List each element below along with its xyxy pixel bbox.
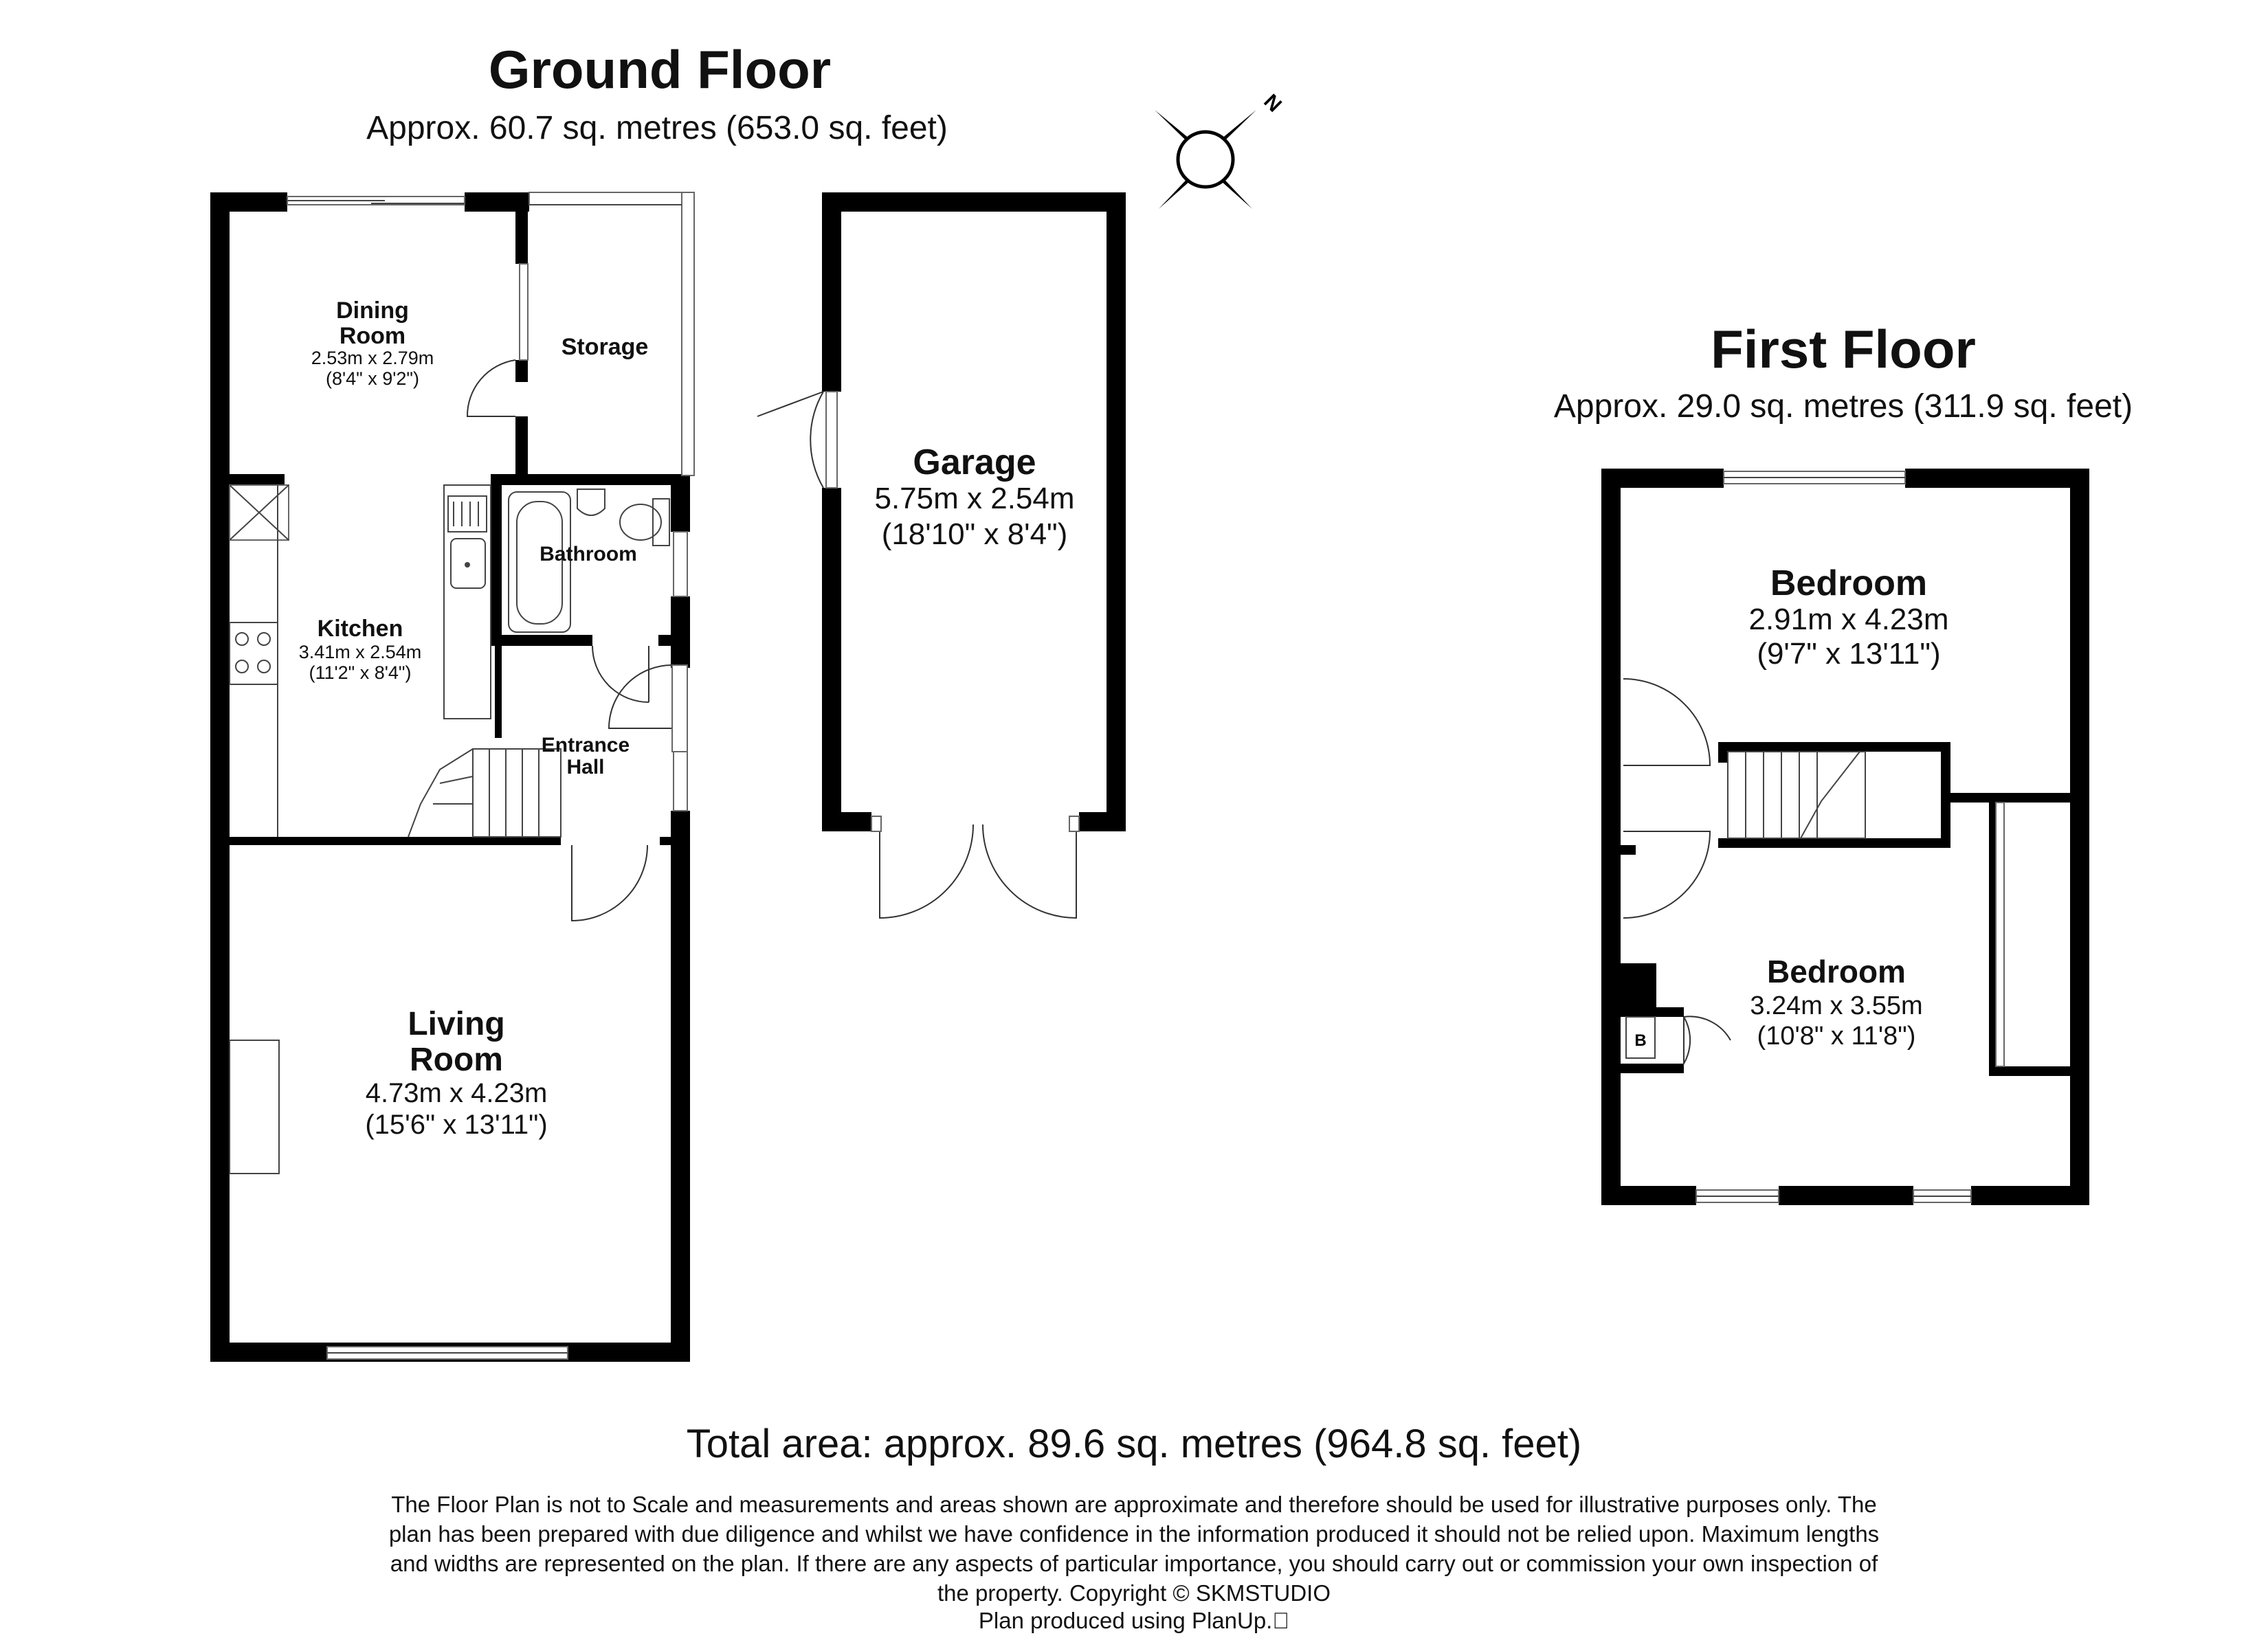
- first-floor-stairs: [1728, 752, 1865, 838]
- room-size: 3.24m x 3.55m: [1750, 991, 1923, 1020]
- disclaimer: The Floor Plan is not to Scale and measurements and areas shown are approximate and therefore should be used for illustrative purposes only. The plan has been prepared with due diligence and whilst we have confidence in the information produced it should not be relied upon. Maximum lengths and widths are represented on the plan. If there are any aspects of particular importance, you should carry out or commission your own inspection of the property. Copyright © SKMSTUDIO: [388, 1492, 1880, 1606]
- boiler-label: B: [1634, 1031, 1647, 1050]
- living-room-label: [365, 1006, 547, 1140]
- first-floor-title: First Floor: [1711, 319, 1976, 379]
- room-size: 5.75m x 2.54m: [874, 482, 1075, 515]
- compass-north-label: N: [1259, 90, 1286, 117]
- ground-floor-area: Approx. 60.7 sq. metres (653.0 sq. feet): [366, 110, 948, 146]
- plan-credit: Plan produced using PlanUp.⃞: [978, 1608, 1290, 1633]
- room-size-imperial: (11'2" x 8'4"): [309, 662, 412, 683]
- fireplace: [230, 1040, 279, 1174]
- first-floor-area: Approx. 29.0 sq. metres (311.9 sq. feet): [1553, 388, 2133, 425]
- total-area: Total area: approx. 89.6 sq. metres (964.8 sq. feet): [686, 1422, 1582, 1466]
- room-name: Hall: [566, 756, 605, 778]
- ground-floor-title: Ground Floor: [488, 39, 832, 100]
- room-name: Living: [408, 1006, 505, 1042]
- storage-label: Storage: [561, 334, 649, 360]
- room-name: Bedroom: [1767, 954, 1906, 989]
- room-name: Entrance: [541, 734, 630, 756]
- room-name: Garage: [913, 442, 1036, 482]
- room-name: Kitchen: [317, 616, 403, 642]
- room-name: Room: [410, 1042, 503, 1078]
- room-name: Room: [339, 323, 406, 349]
- ground-floor-stairs: [408, 749, 561, 837]
- ground-floor-walls: [210, 192, 690, 1362]
- room-name: Dining: [336, 298, 409, 324]
- dining-room-label: [311, 298, 434, 389]
- room-size-imperial: (8'4" x 9'2"): [325, 368, 420, 389]
- garage-label: [874, 442, 1074, 551]
- compass-icon: [1155, 90, 1286, 209]
- bedroom-1-label: [1748, 563, 1948, 671]
- bedroom-2-label: [1750, 954, 1922, 1051]
- room-size: 3.41m x 2.54m: [298, 642, 422, 662]
- room-size-imperial: (18'10" x 8'4"): [881, 517, 1068, 551]
- room-size: 2.53m x 2.79m: [311, 348, 434, 368]
- entrance-hall-label: [542, 734, 630, 778]
- bathroom-label: Bathroom: [540, 543, 637, 565]
- kitchen-label: [299, 616, 422, 683]
- room-name: Bedroom: [1770, 563, 1928, 603]
- room-size: 4.73m x 4.23m: [365, 1078, 548, 1108]
- room-size: 2.91m x 4.23m: [1748, 603, 1949, 636]
- ground-floor-windows: [230, 197, 687, 1359]
- room-size-imperial: (10'8" x 11'8"): [1757, 1022, 1916, 1051]
- room-size-imperial: (9'7" x 13'11"): [1757, 637, 1941, 671]
- room-size-imperial: (15'6" x 13'11"): [365, 1110, 548, 1140]
